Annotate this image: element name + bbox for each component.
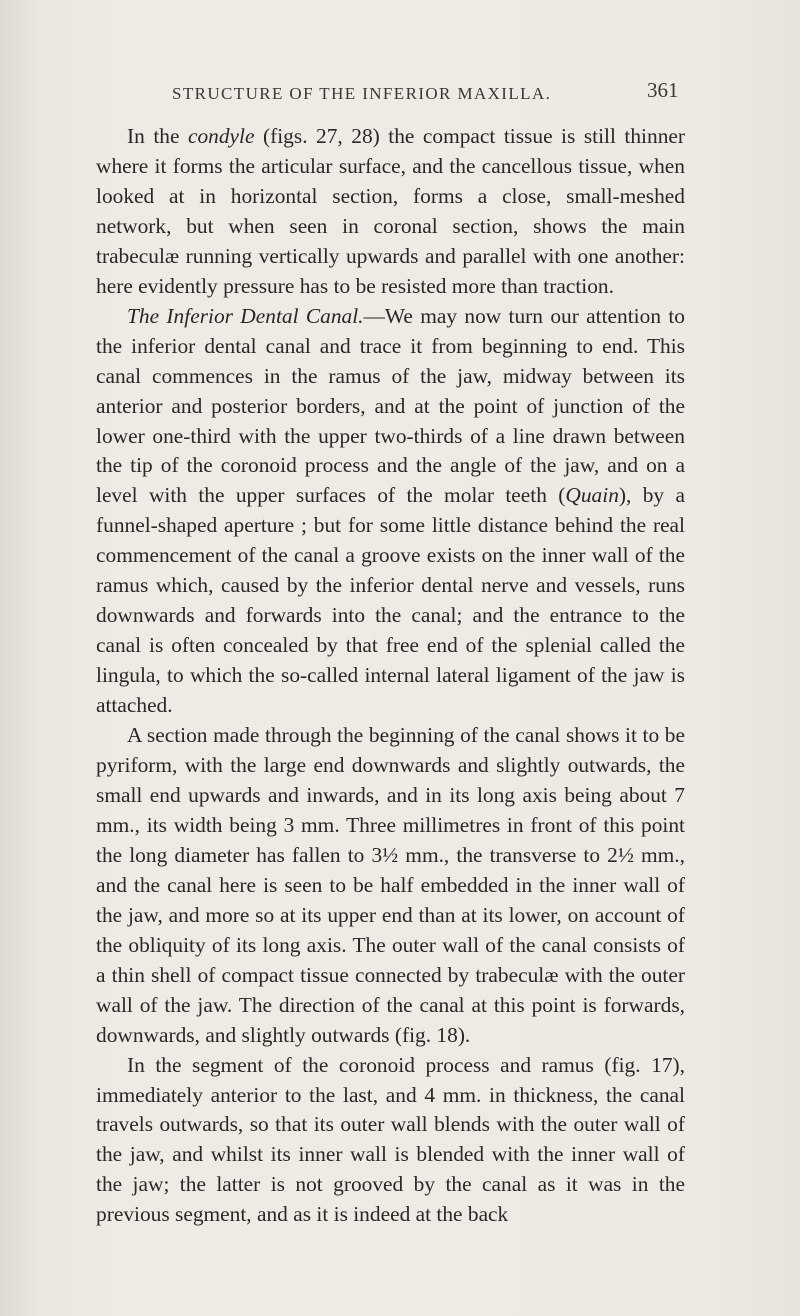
- body-text: [96, 122, 685, 1230]
- paragraph-section-measurements: [96, 721, 685, 1050]
- paragraph-text: A section made through the beginning of the canal shows it to be pyriform, with the large end downwards and slightly outwards, the small end upwards and inwards, and in its long axis being about 7 mm., its width being 3 mm. Three millimetres in front of this point the long diameter has fallen to 3½ mm., the transverse to 2½ mm., and the canal here is seen to be half embedded in the inner wall of the jaw, and more so at its upper end than at its lower, on account of the obliquity of its long axis. The outer wall of the canal consists of a thin shell of compact tissue connected by trabeculæ with the outer wall of the jaw. The direction of the canal at this point is forwards, downwards, and slightly outwards (fig. 18).: [96, 723, 685, 1047]
- citation: Quain: [565, 483, 619, 508]
- running-title: STRUCTURE OF THE INFERIOR MAXILLA.: [172, 84, 552, 103]
- paragraph-text: (figs. 27, 28) the compact tissue is still thinner where it forms the articular surface, and the cancellous tissue, when looked at in horizontal section, forms a close, small-meshed network, but when seen in coronal section, shows the main trabeculæ running vertically upwards and parallel with one another: here evidently pressure has to be resisted more than traction.: [96, 124, 686, 298]
- page-number: 361: [647, 78, 679, 102]
- paragraph-condyle: [96, 122, 685, 302]
- paragraph-inferior-dental-canal: [96, 302, 685, 721]
- italic-term: condyle: [187, 124, 255, 148]
- section-heading: The Inferior Dental Canal.: [127, 303, 364, 328]
- paragraph-text: —We may now turn our attention to the inferior dental canal and trace it from beginning to end. This canal commences in the ramus of the jaw, midway between its anterior and posterior borders, and at the point of junction of the lower one-third with the upper two-thirds of a line drawn between the tip of the coronoid process and the angle of the jaw, and on a level with the upper surfaces of the molar teeth (: [96, 303, 685, 508]
- paragraph-text: In the segment of the coronoid process and ramus (fig. 17), immediately anterior to the last, and 4 mm. in thickness, the canal travels outwards, so that its outer wall blends with the outer wall of the jaw, and whilst its inner wall is blended with the inner wall of the jaw; the latter is not grooved by the canal as it was in the previous segment, and as it is indeed at the back: [96, 1052, 685, 1227]
- paragraph-coronoid-segment: [96, 1051, 685, 1231]
- paragraph-lead: In the: [127, 124, 188, 148]
- paragraph-text-continued: ), by a funnel-shaped aperture ; but for some little distance behind the real commencement of the canal a groove exists on the inner wall of the ramus which, caused by the inferior dental nerve and vessels, runs downwards and forwards into the canal; and the entrance to the canal is often concealed by that free end of the splenial called the lingula, to which the so-called internal lateral ligament of the jaw is attached.: [96, 483, 685, 718]
